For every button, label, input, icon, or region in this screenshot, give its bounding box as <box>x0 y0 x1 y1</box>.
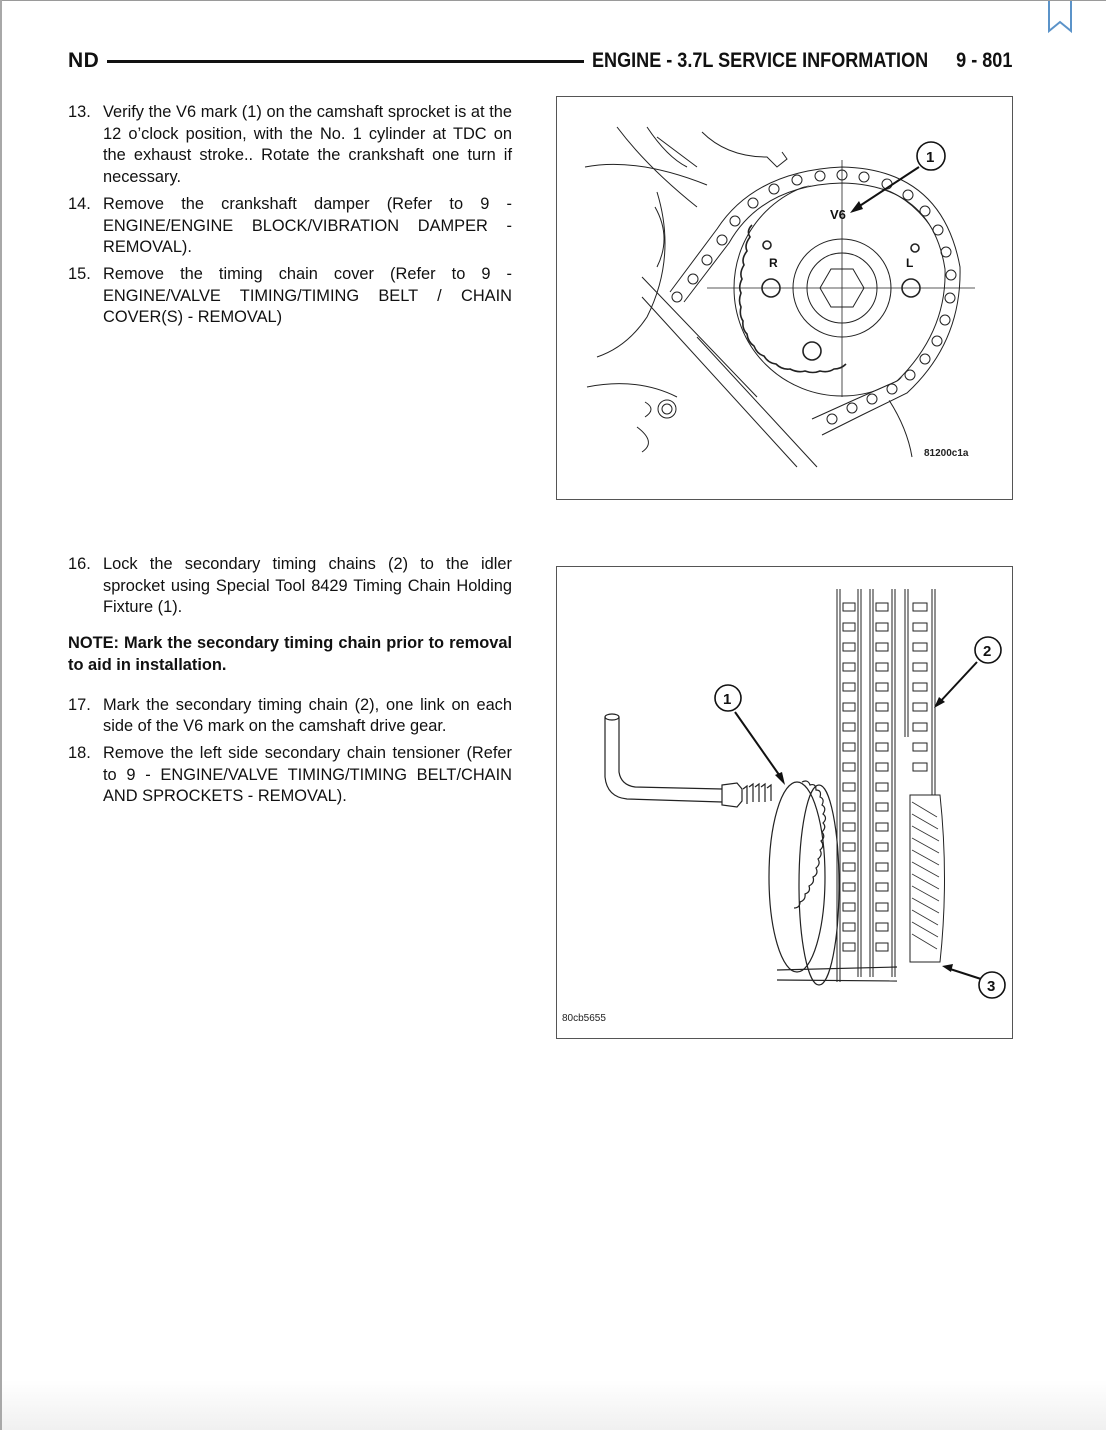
step-17 <box>68 695 512 738</box>
bookmark-icon[interactable] <box>1046 0 1074 34</box>
page-top-edge <box>0 0 1106 1</box>
step-text: Verify the V6 mark (1) on the camshaft sprocket is at the 12 o’clock position, with the No. 1 cylinder at TDC on the exhaust stroke.. Rotate the crankshaft one turn if necessary. <box>103 103 512 187</box>
note-text: NOTE: Mark the secondary timing chain prior to removal to aid in installation. <box>68 634 512 674</box>
helical-gear <box>910 795 945 962</box>
step-number: 13. <box>68 103 91 121</box>
sprocket-illustration <box>557 97 1012 499</box>
step-14 <box>68 194 512 259</box>
figure-camshaft-sprocket <box>556 96 1013 500</box>
step-text: Mark the secondary timing chain (2), one link on each side of the V6 mark on the camshaft drive gear. <box>103 695 512 736</box>
step-number: 14. <box>68 194 91 213</box>
step-number: 15. <box>68 264 91 283</box>
page-header <box>68 46 1012 76</box>
svg-text:1: 1 <box>926 149 935 166</box>
left-label: L <box>906 256 914 270</box>
idler-sprocket <box>769 781 839 985</box>
section-code: ND <box>68 49 100 72</box>
step-16 <box>68 554 512 619</box>
svg-text:1: 1 <box>723 691 732 708</box>
svg-text:2: 2 <box>983 643 992 660</box>
svg-text:3: 3 <box>987 978 996 995</box>
step-number: 18. <box>68 743 91 762</box>
step-text: Lock the secondary timing chains (2) to the idler sprocket using Special Tool 8429 Timing Chain Holding Fixture (1). <box>103 555 512 617</box>
step-text: Remove the crankshaft damper (Refer to 9 - ENGINE/ENGINE BLOCK/VIBRATION DAMPER - REMOVAL). <box>103 194 512 257</box>
figure-id: 80cb5655 <box>562 1013 606 1024</box>
step-text: Remove the timing chain cover (Refer to 9 - ENGINE/VALVE TIMING/TIMING BELT / CHAIN COVER(S) - REMOVAL) <box>103 264 512 327</box>
timing-chain <box>670 167 960 435</box>
page-left-edge <box>0 0 2 1430</box>
step-number: 16. <box>68 555 91 573</box>
step-15 <box>68 264 512 329</box>
step-number: 17. <box>68 695 91 714</box>
page-title: ENGINE - 3.7L SERVICE INFORMATION <box>591 49 928 72</box>
step-13 <box>68 102 512 189</box>
steps-section-1 <box>68 102 512 334</box>
figure-holding-fixture <box>556 566 1013 1039</box>
steps-section-2 <box>68 554 512 813</box>
page-number: 9 - 801 <box>955 49 1012 72</box>
figure-id: 81200c1a <box>924 448 969 459</box>
right-label: R <box>769 256 778 270</box>
step-text: Remove the left side secondary chain tensioner (Refer to 9 - ENGINE/VALVE TIMING/TIMING BELT/CHAIN AND SPROCKETS - REMOVAL). <box>103 743 512 806</box>
page-bottom-shadow <box>2 1380 1106 1430</box>
step-18 <box>68 743 512 808</box>
fixture-illustration <box>557 567 1012 1038</box>
header-rule <box>107 60 583 63</box>
v6-mark-label: V6 <box>830 207 846 222</box>
